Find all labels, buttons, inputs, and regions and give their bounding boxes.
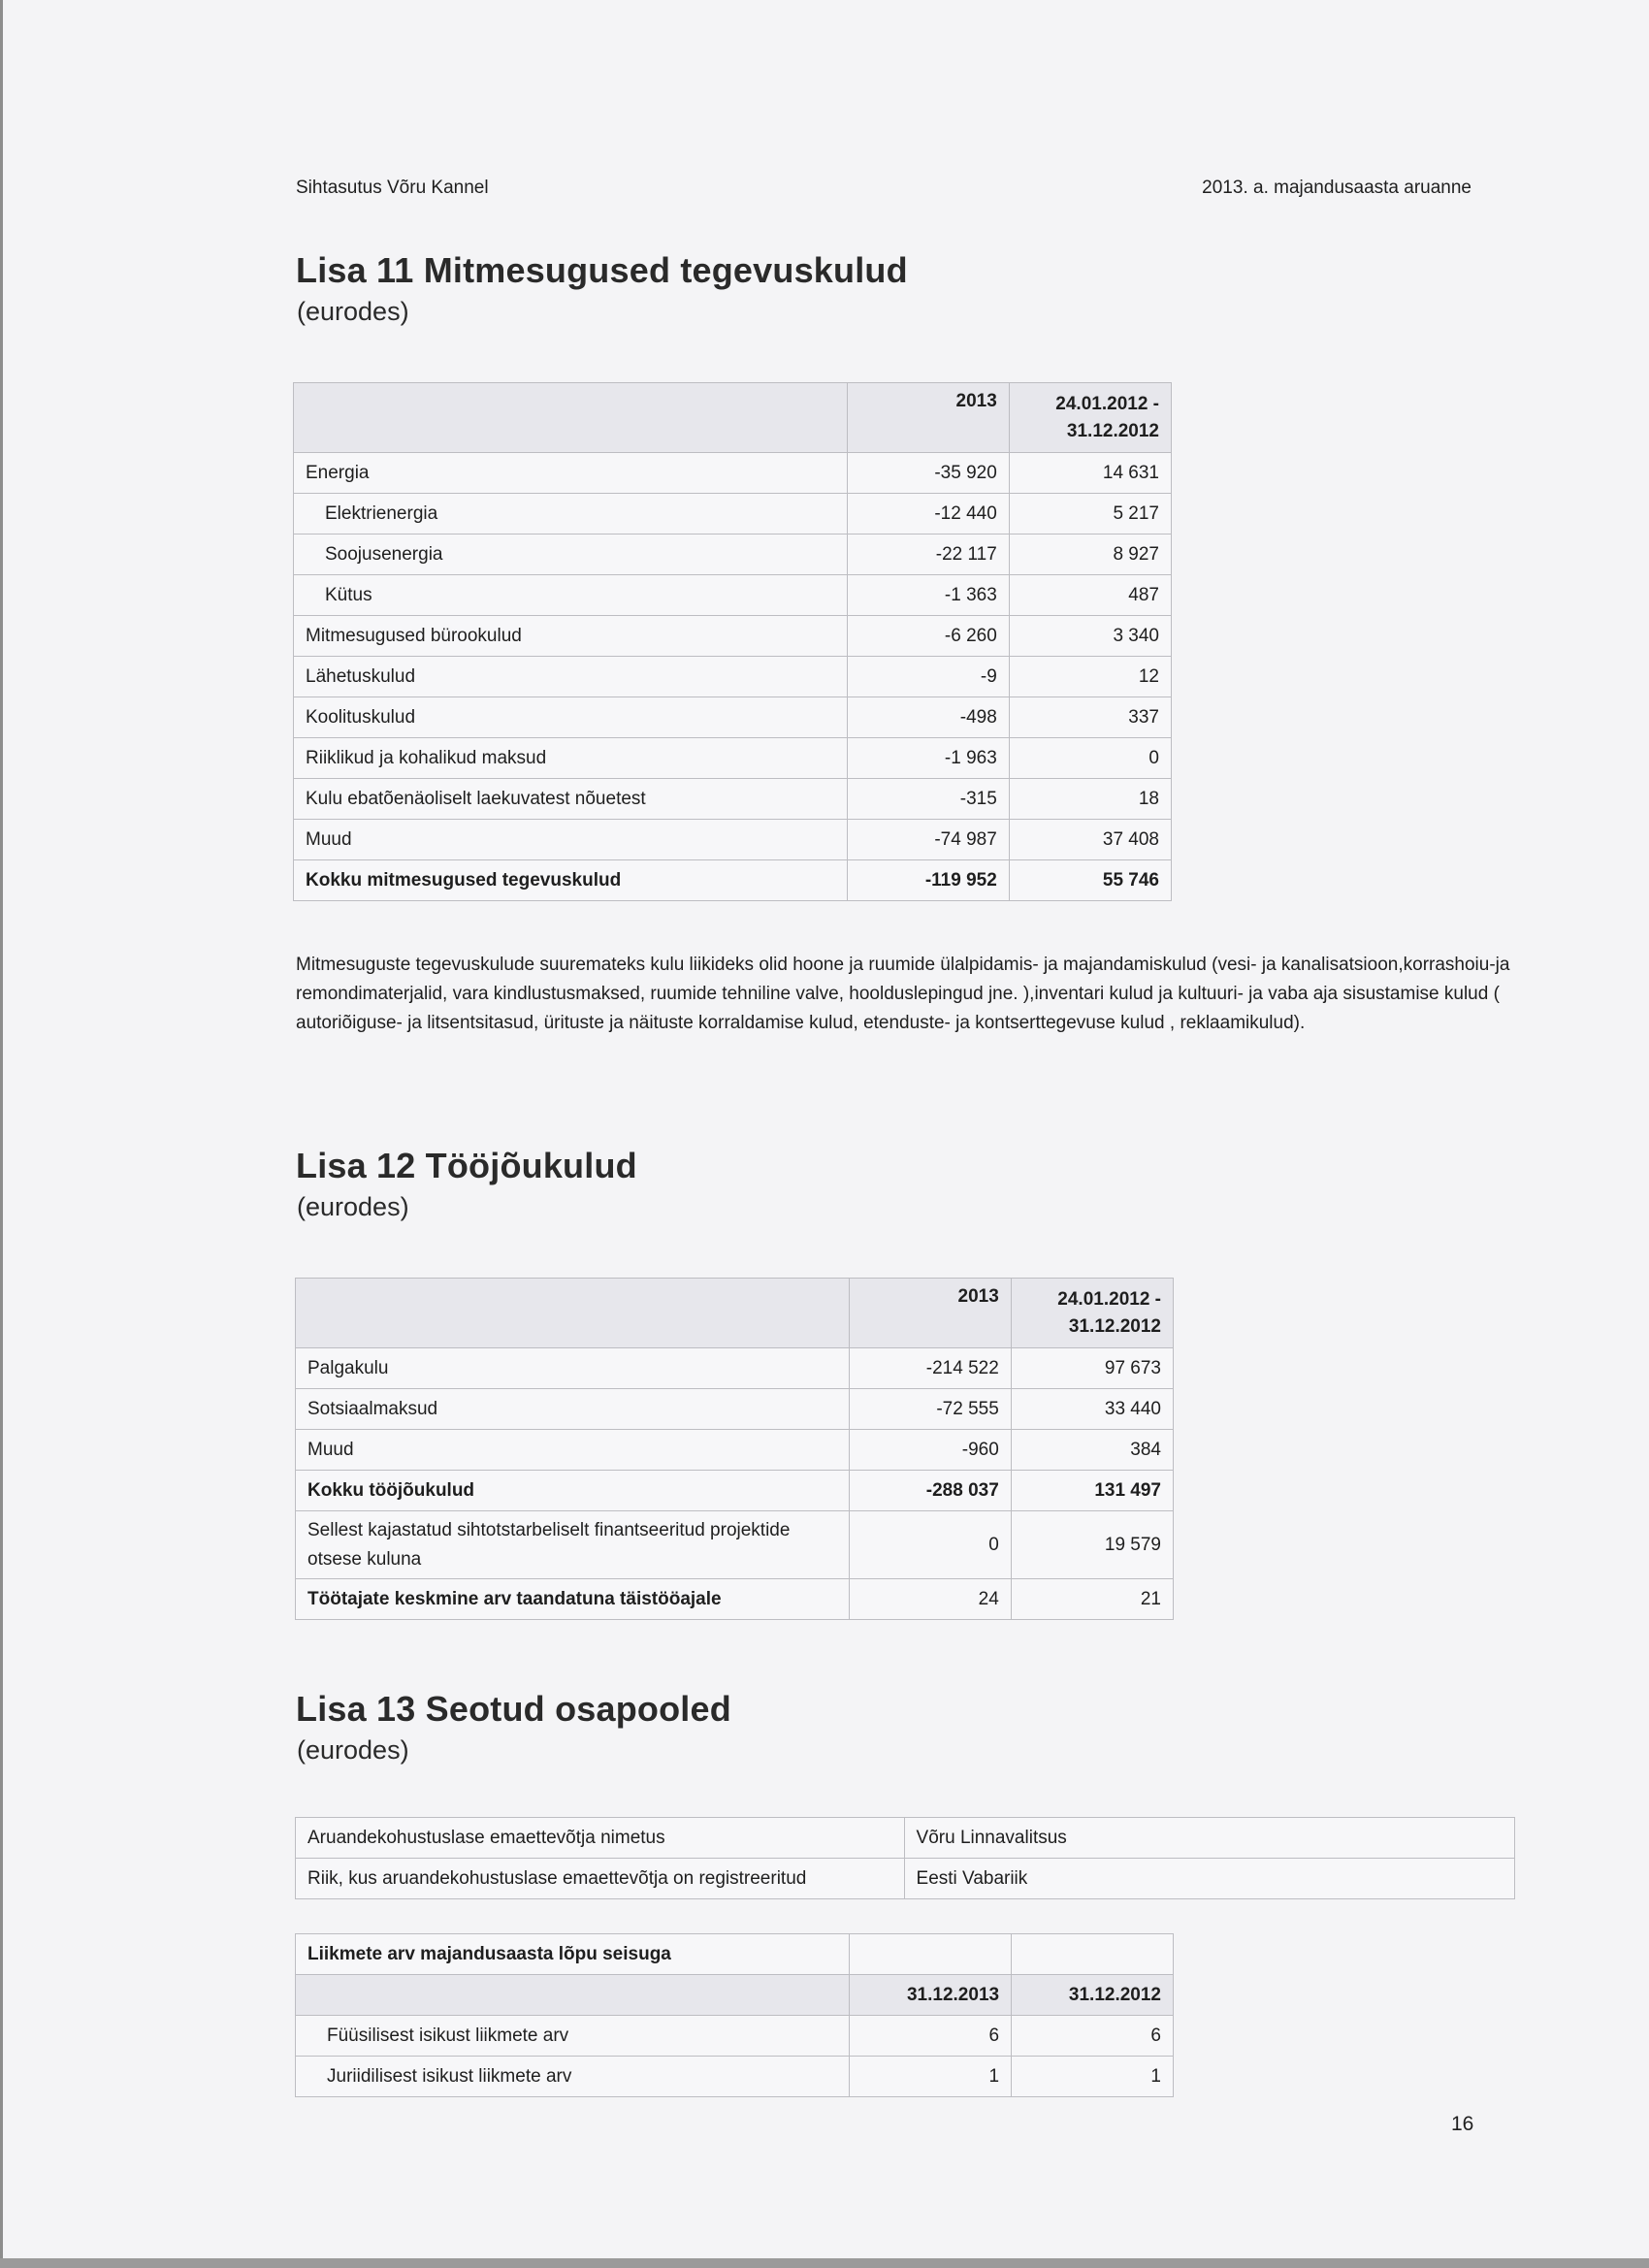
lisa12-table [295, 1278, 1174, 1620]
table-row [296, 1859, 1515, 1899]
value-2012: 21 [1011, 1579, 1173, 1620]
lisa13-members-table [295, 1933, 1174, 2097]
value-2012: 33 440 [1011, 1389, 1173, 1430]
row-label: Riik, kus aruandekohustuslase emaettevõtja on registreeritud [296, 1859, 905, 1899]
value-2013: -498 [847, 697, 1009, 738]
column-header-2013: 2013 [847, 383, 1009, 453]
value-2013: 6 [850, 2016, 1012, 2057]
value-2013: 1 [850, 2057, 1012, 2097]
column-header-2012: 24.01.2012 - 31.12.2012 [1009, 383, 1171, 453]
value-2012: 97 673 [1011, 1348, 1173, 1389]
value-2012: 37 408 [1009, 820, 1171, 860]
value-2012: 19 579 [1011, 1511, 1173, 1579]
page-number: 16 [1451, 2113, 1474, 2135]
table-row [294, 779, 1172, 820]
lisa11-subtitle: (eurodes) [297, 297, 409, 326]
row-label: Sotsiaalmaksud [296, 1389, 850, 1430]
column-header-2013: 31.12.2013 [850, 1975, 1012, 2016]
lisa11-note: Mitmesuguste tegevuskulude suuremateks kulu liikideks olid hoone ja ruumide ülalpidamis- ja majandamiskulud (vesi- ja kanalisatsioon,korrashoiu-ja remondimaterjalid, vara kindlustusmaksed, ruumide tehniline valve, hoolduslepingud jne. ),inventari kulud ja kultuuri- ja vaba aja sisustamise kulud ( autoriõiguse- ja litsentsitasud, ürituste ja näituste korraldamise kulud, etenduste- ja kontserttegevuse kulud , reklaamikulud). [296, 955, 1510, 1033]
table-row [294, 535, 1172, 575]
value-2012: 12 [1009, 657, 1171, 697]
row-label: Juriidilisest isikust liikmete arv [296, 2057, 850, 2097]
total-row [294, 860, 1172, 901]
header-label-cell [296, 1279, 850, 1348]
row-label: Töötajate keskmine arv taandatuna täistööajale [296, 1579, 850, 1620]
table-title-row [296, 1934, 1174, 1975]
page-edge [0, 0, 3, 2268]
row-label: Soojusenergia [294, 535, 848, 575]
row-label: Mitmesugused bürookulud [294, 616, 848, 657]
lisa11-table [293, 382, 1172, 901]
value-2013: -12 440 [847, 494, 1009, 535]
value-2012: 1 [1012, 2057, 1174, 2097]
table-row [296, 1430, 1174, 1471]
column-header-2012: 31.12.2012 [1012, 1975, 1174, 2016]
table-row [294, 738, 1172, 779]
table-header-row [294, 383, 1172, 453]
value-2012: 6 [1012, 2016, 1174, 2057]
row-label: Elektrienergia [294, 494, 848, 535]
lisa13-parent-table [295, 1817, 1515, 1899]
value-2013: -72 555 [849, 1389, 1011, 1430]
header-report-title: 2013. a. majandusaasta aruanne [1202, 178, 1471, 198]
table-row [296, 1818, 1515, 1859]
value-2013: -288 037 [849, 1471, 1011, 1511]
value-2012: 131 497 [1011, 1471, 1173, 1511]
row-label: Palgakulu [296, 1348, 850, 1389]
row-label: Kokku mitmesugused tegevuskulud [294, 860, 848, 901]
row-label: Kokku tööjõukulud [296, 1471, 850, 1511]
value-2013: -9 [847, 657, 1009, 697]
column-header-2013: 2013 [849, 1279, 1011, 1348]
value-2013: -35 920 [847, 453, 1009, 494]
table-row [296, 1511, 1174, 1579]
table-row [296, 1579, 1174, 1620]
value-2013: -119 952 [847, 860, 1009, 901]
value-2013: -1 963 [847, 738, 1009, 779]
value-2012: 384 [1011, 1430, 1173, 1471]
members-table-title: Liikmete arv majandusaasta lõpu seisuga [296, 1934, 850, 1975]
row-label: Kulu ebatõenäoliselt laekuvatest nõuetest [294, 779, 848, 820]
row-label: Lähetuskulud [294, 657, 848, 697]
row-label: Muud [296, 1430, 850, 1471]
row-label: Riiklikud ja kohalikud maksud [294, 738, 848, 779]
value-2013: -315 [847, 779, 1009, 820]
lisa11-title: Lisa 11 Mitmesugused tegevuskulud [296, 250, 908, 290]
row-label: Energia [294, 453, 848, 494]
value-2012: 487 [1009, 575, 1171, 616]
table-row [296, 1389, 1174, 1430]
header-organization: Sihtasutus Võru Kannel [296, 178, 489, 198]
value-2013: -6 260 [847, 616, 1009, 657]
table-row [296, 2016, 1174, 2057]
lisa13-title: Lisa 13 Seotud osapooled [296, 1689, 731, 1729]
lisa12-title: Lisa 12 Tööjõukulud [296, 1146, 637, 1185]
page-edge-bottom [0, 2258, 1649, 2268]
table-row [296, 2057, 1174, 2097]
value-2013: 0 [849, 1511, 1011, 1579]
header-label-cell [294, 383, 848, 453]
value-2012: 3 340 [1009, 616, 1171, 657]
row-label: Muud [294, 820, 848, 860]
table-row [294, 820, 1172, 860]
value-2012: 5 217 [1009, 494, 1171, 535]
row-label: Füüsilisest isikust liikmete arv [296, 2016, 850, 2057]
value-2012: 55 746 [1009, 860, 1171, 901]
row-label: Kütus [294, 575, 848, 616]
total-row [296, 1471, 1174, 1511]
row-value: Võru Linnavalitsus [904, 1818, 1514, 1859]
table-row [294, 453, 1172, 494]
table-row [296, 1348, 1174, 1389]
lisa13-subtitle: (eurodes) [297, 1735, 409, 1765]
table-header-row [296, 1975, 1174, 2016]
value-2013: -960 [849, 1430, 1011, 1471]
table-row [294, 616, 1172, 657]
row-label: Koolituskulud [294, 697, 848, 738]
value-2012: 8 927 [1009, 535, 1171, 575]
table-row [294, 697, 1172, 738]
table-row [294, 575, 1172, 616]
value-2013: -1 363 [847, 575, 1009, 616]
value-2012: 18 [1009, 779, 1171, 820]
column-header-2012: 24.01.2012 - 31.12.2012 [1011, 1279, 1173, 1348]
table-row [294, 657, 1172, 697]
row-value: Eesti Vabariik [904, 1859, 1514, 1899]
row-label: Aruandekohustuslase emaettevõtja nimetus [296, 1818, 905, 1859]
value-2013: -22 117 [847, 535, 1009, 575]
table-row [294, 494, 1172, 535]
value-2012: 0 [1009, 738, 1171, 779]
lisa12-subtitle: (eurodes) [297, 1192, 409, 1221]
value-2013: -214 522 [849, 1348, 1011, 1389]
value-2013: 24 [849, 1579, 1011, 1620]
value-2013: -74 987 [847, 820, 1009, 860]
value-2012: 14 631 [1009, 453, 1171, 494]
table-header-row [296, 1279, 1174, 1348]
row-label: Sellest kajastatud sihtotstarbeliselt finantseeritud projektide otsese kuluna [296, 1511, 850, 1579]
value-2012: 337 [1009, 697, 1171, 738]
